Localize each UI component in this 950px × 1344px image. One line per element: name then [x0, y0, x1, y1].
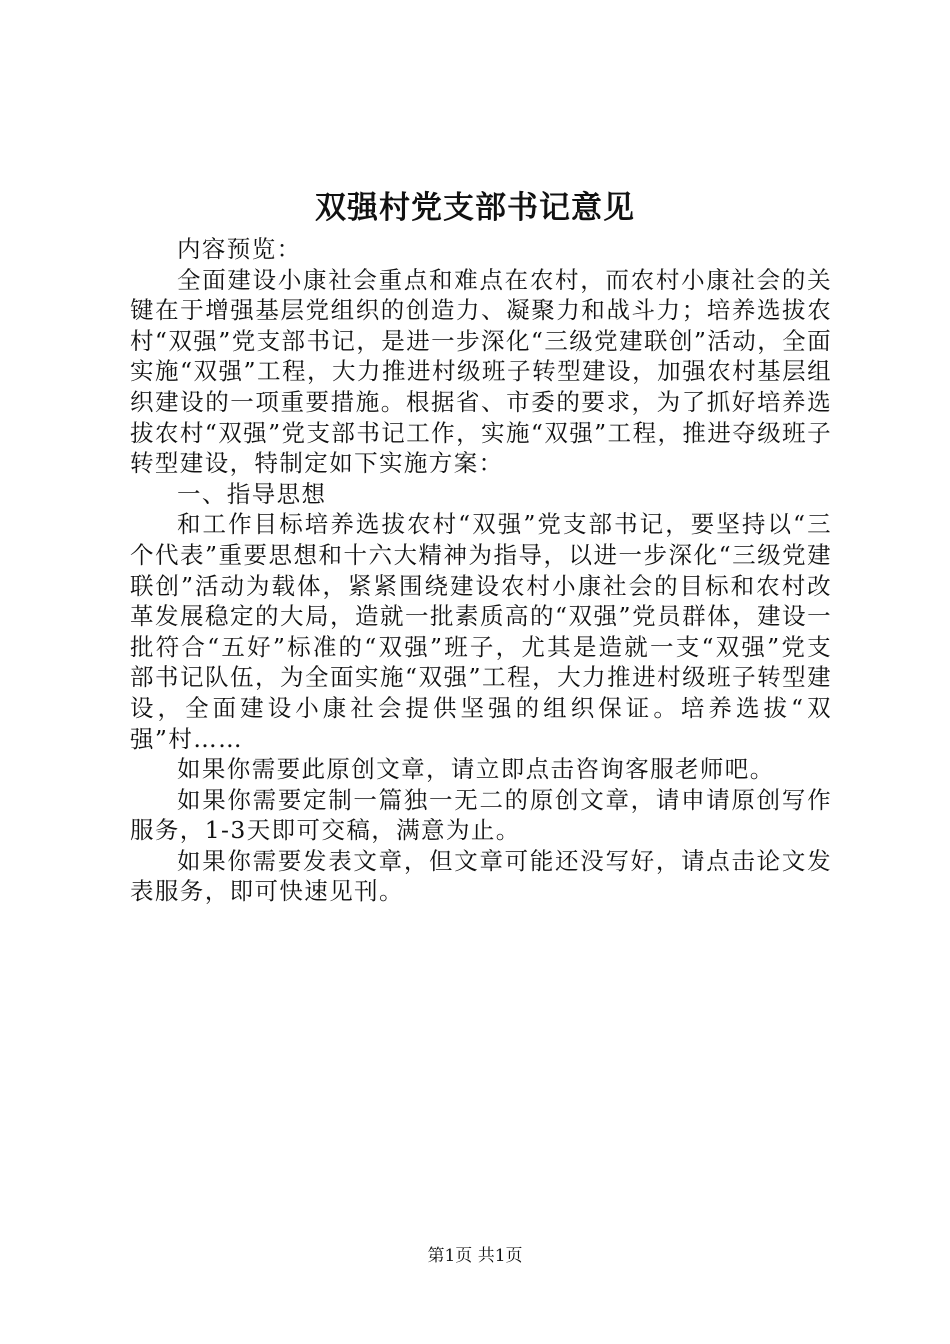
custom-writing-paragraph: 如果你需要定制一篇独一无二的原创文章，请申请原创写作服务，1-3天即可交稿，满意为止。 [130, 785, 832, 845]
guiding-paragraph: 和工作目标培养选拔农村“双强”党支部书记，要坚持以“三个代表”重要思想和十六大精神为指导，以进一步深化“三级党建联创”活动为载体，紧紧围绕建设农村小康社会的目标和农村改革发展稳定的大局，造就一批素质高的“双强”党员群体，建设一批符合“五好”标准的“双强”班子，尤其是造就一支“双强”党支部书记队伍，为全面实施“双强”工程，大力推进村级班子转型建设，全面建设小康社会提供坚强的组织保证。培养选拔“双强”村…… [130, 510, 832, 753]
page-footer: 第1页 共1页 [427, 1246, 523, 1266]
publish-paragraph: 如果你需要发表文章，但文章可能还没写好，请点击论文发表服务，即可快速见刊。 [130, 846, 832, 906]
intro-paragraph: 全面建设小康社会重点和难点在农村，而农村小康社会的关键在于增强基层党组织的创造力、凝聚力和战斗力；培养选拔农村“双强”党支部书记，是进一步深化“三级党建联创”活动，全面实施“双强”工程，大力推进村级班子转型建设，加强农村基层组织建设的一项重要措施。根据省、市委的要求，为了抓好培养选拔农村“双强”党支部书记工作，实施“双强”工程，推进夺级班子转型建设，特制定如下实施方案： [130, 265, 832, 478]
document-body [130, 234, 832, 907]
section-heading: 一、指导思想 [177, 479, 327, 508]
consult-paragraph: 如果你需要此原创文章，请立即点击咨询客服老师吧。 [177, 755, 775, 784]
document-title: 双强村党支部书记意见 [315, 190, 635, 226]
preview-label: 内容预览： [177, 235, 302, 263]
